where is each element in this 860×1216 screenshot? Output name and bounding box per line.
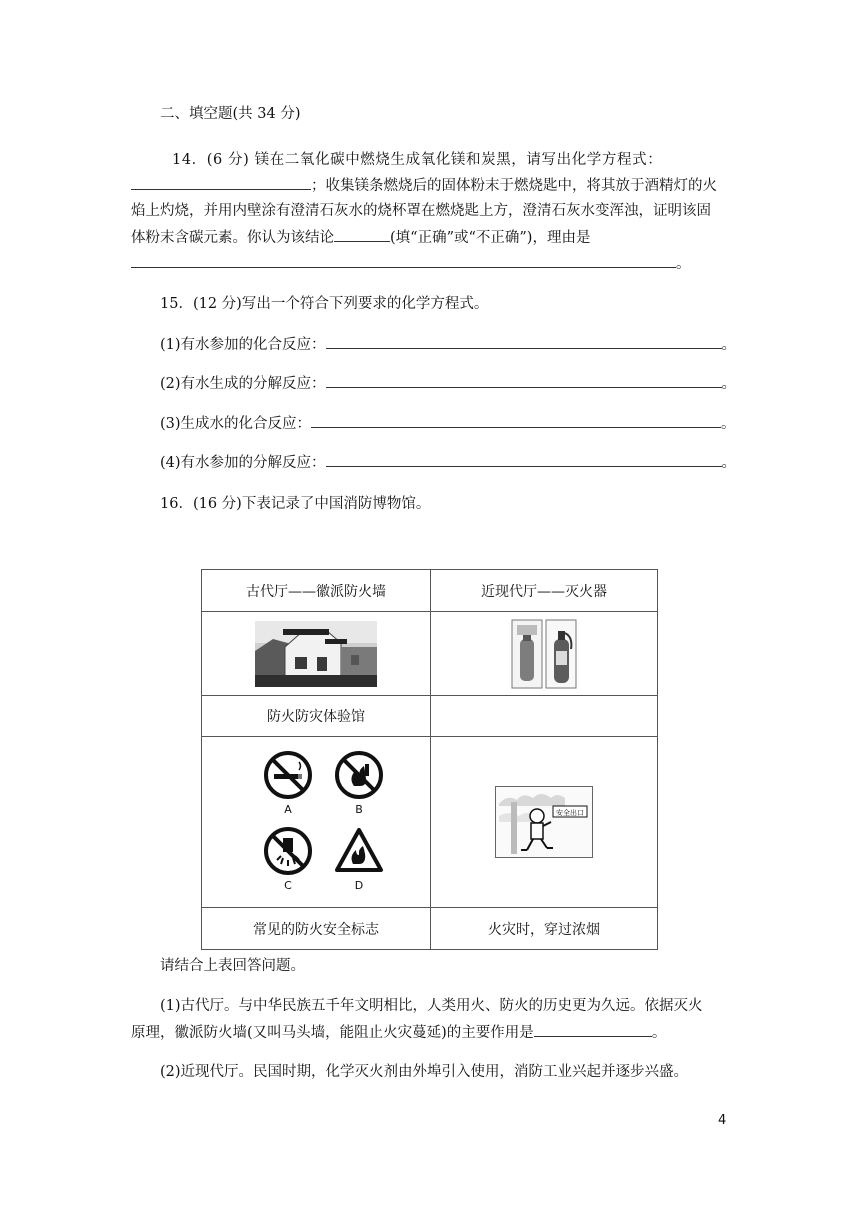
- q15-item-4-label: (4)有水参加的分解反应：: [160, 455, 326, 471]
- q16-part1-blank[interactable]: [534, 1022, 652, 1037]
- q16-part1-line2-head: 原理，徽派防火墙(又叫马头墙，能阻止火灾蔓延)的主要作用是: [131, 1025, 534, 1041]
- q16-stem: 16．(16 分)下表记录了中国消防博物馆。: [160, 496, 431, 512]
- escape-through-smoke-illustration: [495, 786, 593, 858]
- q15-item-3-label: (3)生成水的化合反应：: [160, 416, 312, 432]
- q16-part1-line2: [131, 1022, 666, 1043]
- q15-item-3: [160, 413, 736, 434]
- q15-item-1-label: (1)有水参加的化合反应：: [160, 337, 326, 353]
- q15-item-3-end: 。: [721, 416, 736, 432]
- hall-ancient-image-cell: [202, 612, 431, 696]
- q16-part1-line2-end: 。: [651, 1025, 667, 1041]
- q14-reason-blank[interactable]: [131, 253, 676, 268]
- no-smoking-icon: [263, 750, 313, 800]
- q15-item-1: [160, 334, 736, 355]
- q15-item-1-end: 。: [721, 337, 737, 353]
- q14-line-1: 14．(6 分) 镁在二氧化碳中燃烧生成氧化镁和炭黑，请写出化学方程式：: [172, 152, 663, 168]
- experience-hall-header: 防火防灾体验馆: [202, 696, 431, 737]
- signs-cell: [202, 737, 431, 908]
- q15-stem: 15．(12 分)写出一个符合下列要求的化学方程式。: [160, 296, 489, 312]
- sign-grid: [216, 750, 416, 895]
- escape-cell: [431, 737, 658, 908]
- q14-line-4-tail: (填“正确”或“不正确”)，理由是: [390, 230, 591, 246]
- sign-d: [334, 826, 384, 892]
- page-number: 4: [718, 1113, 727, 1128]
- q15-item-4-end: 。: [721, 455, 737, 471]
- section-title: 二、填空题(共 34 分): [160, 106, 301, 122]
- q15-item-2-end: 。: [721, 376, 737, 392]
- sign-d-label: D: [354, 878, 364, 892]
- q14-equation-blank[interactable]: [131, 175, 311, 190]
- q15-item-2-blank[interactable]: [326, 373, 722, 388]
- q14-line-2-text: ；收集镁条燃烧后的固体粉末于燃烧匙中，将其放于酒精灯的火: [311, 178, 717, 194]
- sign-a-label: A: [284, 802, 292, 816]
- museum-table: [201, 569, 658, 950]
- sign-b-label: B: [355, 802, 363, 816]
- firewall-photo: [255, 621, 377, 687]
- hall-modern-header: 近现代厅——灭火器: [431, 570, 658, 612]
- q14-line-3: 焰上灼烧，并用内壁涂有澄清石灰水的烧杯罩在燃烧匙上方，澄清石灰水变浑浊，证明该固: [131, 203, 711, 219]
- q15-item-4: [160, 452, 736, 473]
- hall-ancient-header: 古代厅——徽派防火墙: [202, 570, 431, 612]
- experience-hall-empty: [431, 696, 658, 737]
- q16-part2-line1: (2)近现代厅。民国时期，化学灭火剂由外埠引入使用，消防工业兴起并逐步兴盛。: [160, 1064, 689, 1080]
- q15-item-3-blank[interactable]: [311, 413, 721, 428]
- q14-line-4-head: 体粉末含碳元素。你认为该结论: [131, 230, 334, 246]
- hall-modern-image-cell: [431, 612, 658, 696]
- q14-line-5-end: 。: [676, 256, 691, 272]
- escape-sign-text: 安全出口: [556, 809, 584, 817]
- sign-c: [263, 826, 313, 892]
- after-table-text: 请结合上表回答问题。: [160, 958, 305, 974]
- sign-a: [263, 750, 313, 816]
- sign-c-label: C: [284, 878, 292, 892]
- no-fireworks-icon: [263, 826, 313, 876]
- no-open-flame-icon: [334, 750, 384, 800]
- q14-line-2: [131, 175, 717, 196]
- q16-part1-line1: (1)古代厅。与中华民族五千年文明相比，人类用火、防火的历史更为久远。依据灭火: [160, 998, 703, 1014]
- q15-item-2-label: (2)有水生成的分解反应：: [160, 376, 326, 392]
- signs-caption: 常见的防火安全标志: [202, 908, 431, 950]
- escape-caption: 火灾时，穿过浓烟: [431, 908, 658, 950]
- q15-item-1-blank[interactable]: [326, 334, 722, 349]
- flammable-warning-icon: [334, 826, 384, 876]
- fire-extinguisher-photo: [511, 619, 577, 689]
- sign-b: [334, 750, 384, 816]
- q15-item-4-blank[interactable]: [326, 452, 722, 467]
- q14-line-5: [131, 253, 691, 274]
- q15-item-2: [160, 373, 736, 394]
- q14-conclusion-blank[interactable]: [334, 227, 390, 242]
- q14-line-4: [131, 227, 590, 248]
